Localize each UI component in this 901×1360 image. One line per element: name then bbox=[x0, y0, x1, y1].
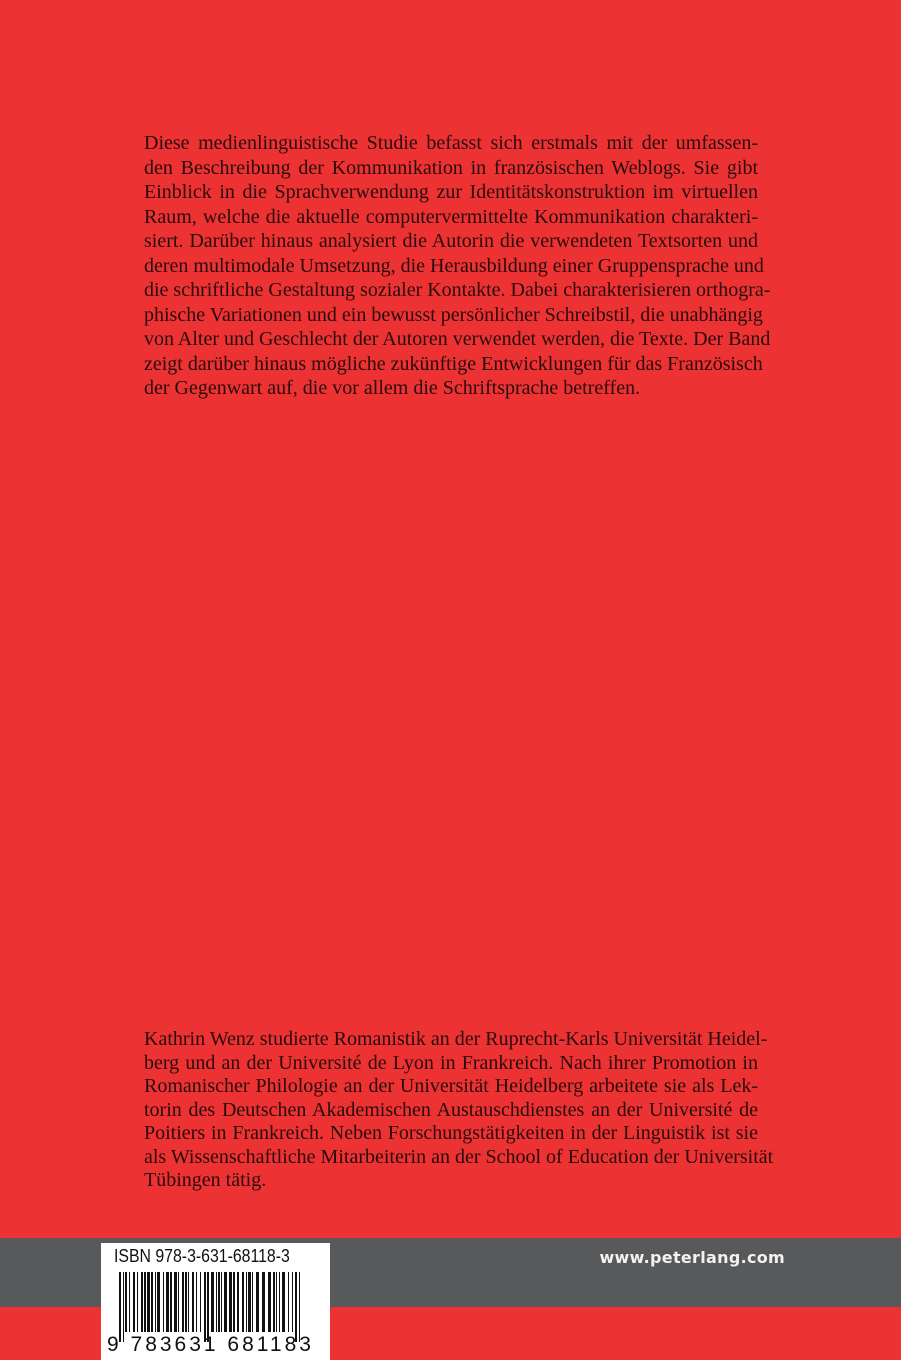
barcode-bar bbox=[242, 1272, 244, 1332]
text-line: den Beschreibung der Kommunikation in französischen Weblogs. Sie gibt bbox=[144, 156, 758, 179]
text-line: siert. Darüber hinaus analysiert die Autorin die verwendeten Textsorten und bbox=[144, 230, 758, 252]
barcode-bar bbox=[218, 1272, 220, 1332]
barcode-bar bbox=[196, 1272, 197, 1332]
text-line: berg und an der Université de Lyon in Frankreich. Nach ihrer Promotion in bbox=[144, 1051, 758, 1074]
text-line: phische Variationen und ein bewusst persönlicher Schreibstil, die unabhängig bbox=[144, 303, 763, 326]
barcode-bar bbox=[299, 1272, 300, 1342]
barcode-bar bbox=[178, 1272, 179, 1332]
text-line: als Wissenschaftliche Mitarbeiterin an der School of Education der Universität bbox=[144, 1145, 774, 1168]
text-line: zeigt darüber hinaus mögliche zukünftige Entwicklungen für das Französisch bbox=[144, 352, 763, 375]
author-bio bbox=[144, 1028, 774, 1193]
barcode-bar bbox=[185, 1272, 187, 1332]
barcode-bar bbox=[170, 1272, 172, 1332]
barcode-bar bbox=[133, 1272, 135, 1332]
barcode-bar bbox=[216, 1272, 217, 1332]
barcode-bar bbox=[147, 1272, 150, 1332]
barcode-bar bbox=[268, 1272, 271, 1332]
barcode-bar bbox=[229, 1272, 232, 1332]
barcode-bar bbox=[262, 1272, 265, 1332]
barcode-bar bbox=[237, 1272, 239, 1332]
barcode bbox=[119, 1272, 319, 1342]
barcode-bar bbox=[246, 1272, 247, 1332]
barcode-digits: 9 783631 681183 bbox=[107, 1333, 314, 1356]
text-line: Kathrin Wenz studierte Romanistik an der Ruprecht-Karls Universität Heidel- bbox=[144, 1028, 768, 1050]
barcode-bar bbox=[123, 1272, 124, 1342]
text-line: von Alter und Geschlecht der Autoren verwendet werden, die Texte. Der Band bbox=[144, 328, 771, 350]
barcode-bar bbox=[282, 1272, 285, 1332]
text-line: Einblick in die Sprachverwendung zur Identitätskonstruktion im virtuellen bbox=[144, 181, 758, 203]
barcode-bar bbox=[288, 1272, 289, 1332]
text-line: Raum, welche die aktuelle computervermittelte Kommunikation charakteri- bbox=[144, 205, 758, 228]
barcode-bar bbox=[221, 1272, 222, 1332]
barcode-bar bbox=[204, 1272, 206, 1342]
barcode-bar bbox=[200, 1272, 201, 1332]
isbn-label: ISBN 978-3-631-68118-3 bbox=[114, 1246, 290, 1266]
barcode-bar bbox=[182, 1272, 184, 1332]
barcode-bar bbox=[188, 1272, 189, 1332]
text-line: der Gegenwart auf, die vor allem die Schriftsprache betreffen. bbox=[144, 377, 641, 399]
text-line: Poitiers in Frankreich. Neben Forschungstätigkeiten in der Linguistik ist sie bbox=[144, 1122, 758, 1144]
barcode-bar bbox=[174, 1272, 177, 1332]
barcode-bar bbox=[248, 1272, 251, 1332]
publisher-website: www.peterlang.com bbox=[599, 1248, 785, 1267]
barcode-bar bbox=[279, 1272, 280, 1332]
text-line: die schriftliche Gestaltung sozialer Kontakte. Dabei charakterisieren orthogra- bbox=[144, 279, 771, 301]
barcode-bar bbox=[252, 1272, 253, 1332]
barcode-bar bbox=[192, 1272, 194, 1332]
text-line: Tübingen tätig. bbox=[144, 1169, 267, 1191]
text-line: deren multimodale Umsetzung, die Herausbildung einer Gruppensprache und bbox=[144, 254, 764, 277]
barcode-bar bbox=[119, 1272, 121, 1342]
barcode-bar bbox=[295, 1272, 297, 1342]
barcode-bar bbox=[233, 1272, 235, 1332]
barcode-bar bbox=[207, 1272, 209, 1342]
book-description bbox=[144, 131, 771, 401]
text-line: Diese medienlinguistische Studie befasst sich erstmals mit der umfassen- bbox=[144, 132, 758, 154]
barcode-bar bbox=[224, 1272, 227, 1332]
barcode-bar bbox=[155, 1272, 156, 1332]
barcode-bar bbox=[276, 1272, 277, 1332]
barcode-bar bbox=[137, 1272, 138, 1332]
barcode-bar bbox=[273, 1272, 275, 1332]
barcode-bar bbox=[163, 1272, 164, 1332]
barcode-bar bbox=[166, 1272, 169, 1332]
barcode-bar bbox=[211, 1272, 214, 1332]
barcode-bar bbox=[141, 1272, 143, 1332]
barcode-bar bbox=[256, 1272, 259, 1332]
barcode-bar bbox=[144, 1272, 146, 1332]
barcode-bar bbox=[292, 1272, 293, 1332]
text-line: Romanischer Philologie an der Universität Heidelberg arbeitete sie als Lek- bbox=[144, 1075, 758, 1097]
barcode-bar bbox=[157, 1272, 160, 1332]
barcode-bar bbox=[125, 1272, 127, 1332]
text-line: torin des Deutschen Akademischen Austauschdienstes an der Université de bbox=[144, 1098, 758, 1121]
barcode-box bbox=[101, 1243, 330, 1360]
barcode-bar bbox=[151, 1272, 153, 1332]
barcode-bar bbox=[129, 1272, 130, 1332]
